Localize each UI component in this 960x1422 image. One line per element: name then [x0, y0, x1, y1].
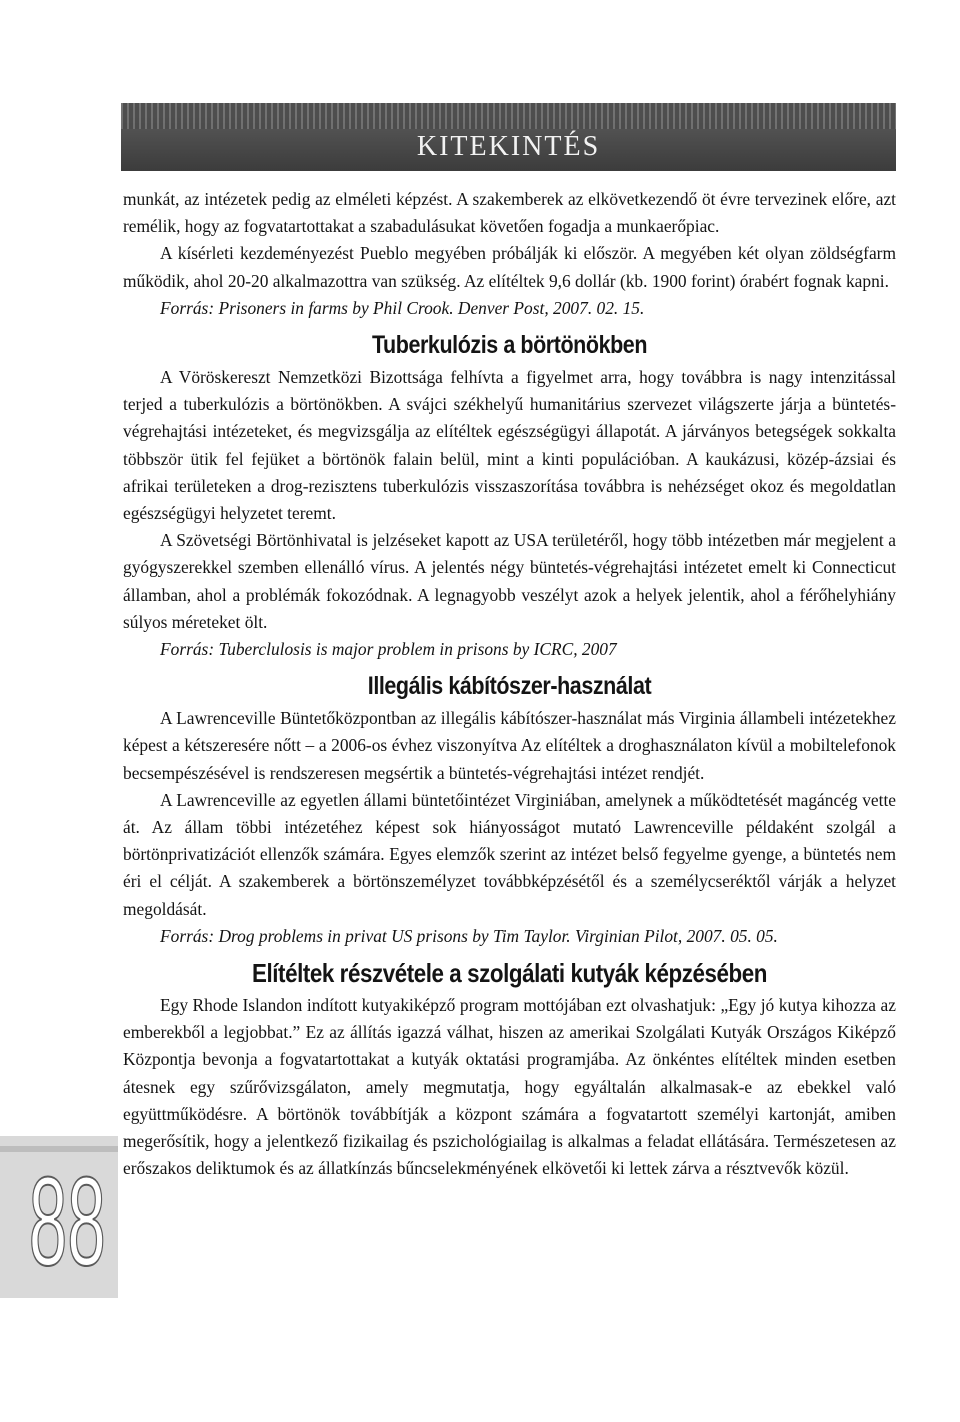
source-citation: Forrás: Prisoners in farms by Phil Crook. Denver Post, 2007. 02. 15.	[160, 297, 645, 318]
paragraph: A Lawrenceville Büntetőközpontban az illegális kábítószer-használat más Virginia állambeli intézetekhez képest a kétszeresére nőtt – a 2006-os évhez viszonyítva Az elítéltek a droghasználaton kívül a mobiltelefonok becsempészésével is rendszeresen megsértik a büntetés-végrehajtási intézet rendjét.	[123, 708, 896, 783]
paragraph: munkát, az intézetek pedig az elméleti képzést. A szakemberek az elkövetkezendő öt évre tervezinek előre, azt remélik, hogy az fogvatartottakat a szabadulásukat követően fogadja a munkaerőpiac.	[123, 189, 896, 237]
source-citation: Forrás: Drog problems in privat US prisons by Tim Taylor. Virginian Pilot, 2007. 05. 05.	[160, 925, 778, 946]
article-heading: Illegális kábítószer-használat	[367, 672, 652, 701]
paragraph: Egy Rhode Islandon indított kutyakiképző program mottójában ezt olvashatjuk: „Egy jó kutya kihozza az emberekből a legjobbat.” Ez az állítás igazzá válhat, hiszen az amerikai Szolgálati Kutyák Országos Kiképző Központja bevonja a fogvatartottakat a kutyák oktatási programjába. Az önkéntes elítéltek minden esetben átesnek egy szűrővizsgálaton, amely megmutatja, hogy egyáltalán alkalmasak-e az ebekkel való együttműködésre. A börtönök továbbítják a központ számára a fogvatartott személyi kartonját, amiben megerősítik, hogy a jelentkező fizikailag és pszichológiailag is alkalmas a feladat ellátására. Természetesen az erőszakos deliktumok és az állatkínzás bűncselekményének elkövetői ki lettek zárva a résztvevők közül.	[123, 995, 896, 1179]
article-body	[123, 186, 896, 1183]
page-number: 88	[28, 1151, 106, 1292]
source-citation: Forrás: Tuberclulosis is major problem in prisons by ICRC, 2007	[160, 639, 617, 660]
paragraph: A Lawrenceville az egyetlen állami büntetőintézet Virginiában, amelynek a működtetését magáncég vette át. Az állam többi intézetéhez képest sok hiányosságot mutató Lawrenceville példaként szolgál a börtönprivatizációt ellenzők számára. Egyes elemzők szerint az intézet belső fegyelme gyenge, a büntetés nem éri el célját. A szakemberek a börtönszemélyzet továbbképzésétől és a személycseréktől várják a helyzet megoldását.	[123, 789, 896, 919]
header-decoration	[121, 103, 896, 129]
article-heading: Elítéltek részvétele a szolgálati kutyák képzésében	[252, 958, 767, 989]
article-heading: Tuberkulózis a börtönökben	[371, 331, 648, 360]
paragraph: A Szövetségi Börtönhivatal is jelzéseket kapott az USA területéről, hogy több intézetben már megjelent a gyógyszerekkel szemben ellenálló vírus. A jelentés négy büntetés-végrehajtási intézetet emelt ki Connecticut államban, ahol a problémák fokozódnak. A legnagyobb veszélyt azok a helyek jelentik, ahol a férőhelyhiány súlyos méreteket ölt.	[123, 530, 896, 632]
paragraph: A Vöröskereszt Nemzetközi Bizottsága felhívta a figyelmet arra, hogy továbbra is nagy intenzitással terjed a tuberkulózis a börtönökben. A svájci székhelyű humanitárius szervezet világszerte járja a büntetés-végrehajtási intézeteket, és megvizsgálja az elítéltek egészségügyi állapotát. A járványos betegségek sokkalta többször ütik fel fejüket a börtönök falain belül, mint a kinti populációban. A kaukázusi, közép-ázsiai és afrikai területeken a drog-rezisztens tuberkulózis visszaszorítása továbbra is nehézséget okoz és megoldatlan egészségügyi helyzetet teremt.	[123, 367, 896, 524]
paragraph: A kísérleti kezdeményezést Pueblo megyében próbálják ki először. A megyében két olyan zöldségfarm működik, ahol 20-20 alkalmazottra van szükség. Az elítéltek 9,6 dollár (kb. 1900 forint) órabért fognak kapni.	[123, 243, 896, 291]
section-title: KITEKINTÉS	[416, 131, 601, 162]
section-header	[121, 103, 896, 171]
